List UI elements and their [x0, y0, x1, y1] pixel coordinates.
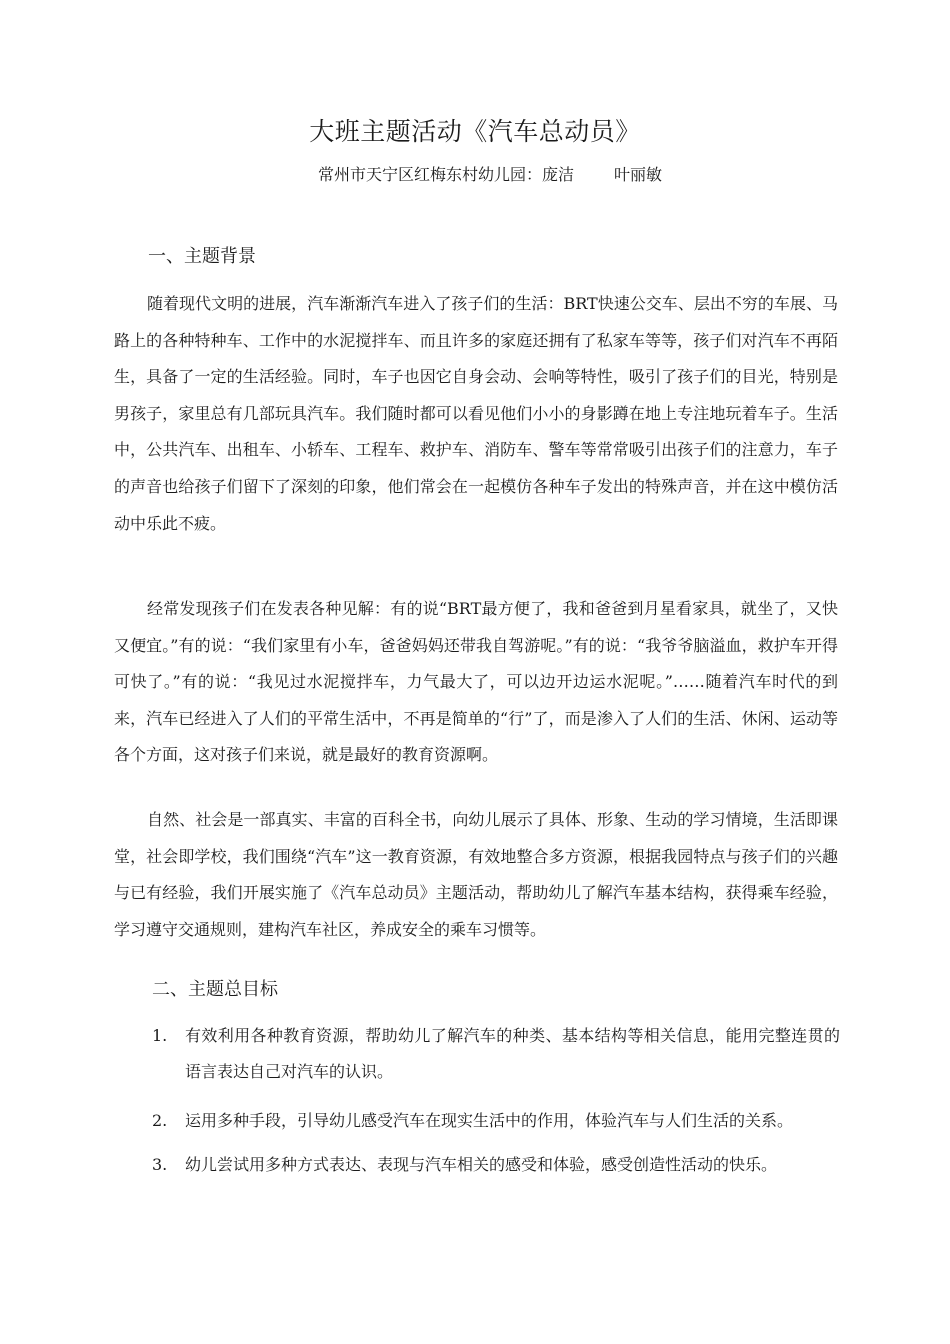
document-title: 大班主题活动《汽车总动员》 [309, 117, 641, 146]
section-heading-goals: 二、主题总目标 [152, 979, 278, 1000]
paragraph-observations: 经常发现孩子们在发表各种见解：有的说“BRT最方便了，我和爸爸到月星看家具，就坐了，又快又便宜。”有的说：“我们家里有小车，爸爸妈妈还带我自驾游呢。”有的说：“我爷爷脑溢血，救护车开得可快了。”有的说：“我见过水泥搅拌车，力气最大了，可以边开边运水泥呢。”……随着汽车时代的到来，汽车已经进入了人们的平常生活中，不再是简单的“行”了，而是渗入了人们的生活、休闲、运动等各个方面，这对孩子们来说，就是最好的教育资源啊。 [114, 599, 838, 765]
goal-number: 1. [152, 1026, 168, 1045]
paragraph-background: 随着现代文明的进展，汽车渐渐汽车进入了孩子们的生活：BRT快速公交车、层出不穷的车展、马路上的各种特种车、工作中的水泥搅拌车、而且许多的家庭还拥有了私家车等等，孩子们对汽车不再陌生，具备了一定的生活经验。同时，车子也因它自身会动、会响等特性，吸引了孩子们的目光，特别是男孩子，家里总有几部玩具汽车。我们随时都可以看见他们小小的身影蹲在地上专注地玩着车子。生活中，公共汽车、出租车、小轿车、工程车、救护车、消防车、警车等常常吸引出孩子们的注意力，车子的声音也给孩子们留下了深刻的印象，他们常会在一起模仿各种车子发出的特殊声音，并在这中模仿活动中乐此不疲。 [114, 294, 838, 533]
author-school: 常州市天宁区红梅东村幼儿园：庞洁 [317, 165, 574, 184]
document-author-line [0, 162, 950, 188]
author-name: 叶丽敏 [614, 165, 663, 184]
goal-text: 幼儿尝试用多种方式表达、表现与汽车相关的感受和体验，感受创造性活动的快乐。 [185, 1155, 778, 1174]
goal-number: 3. [152, 1155, 168, 1174]
goal-text: 运用多种手段，引导幼儿感受汽车在现实生活中的作用，体验汽车与人们生活的关系。 [185, 1111, 794, 1130]
goal-number: 2. [152, 1111, 168, 1130]
goal-text: 有效利用各种教育资源，帮助幼儿了解汽车的种类、基本结构等相关信息，能用完整连贯的语言表达自己对汽车的认识。 [185, 1026, 840, 1081]
paragraph-resources: 自然、社会是一部真实、丰富的百科全书，向幼儿展示了具体、形象、生动的学习情境，生活即课堂，社会即学校，我们围绕“汽车”这一教育资源，有效地整合多方资源，根据我园特点与孩子们的兴趣与已有经验，我们开展实施了《汽车总动员》主题活动，帮助幼儿了解汽车基本结构，获得乘车经验，学习遵守交通规则，建构汽车社区，养成安全的乘车习惯等。 [114, 810, 838, 939]
section-heading-background: 一、主题背景 [148, 246, 256, 267]
